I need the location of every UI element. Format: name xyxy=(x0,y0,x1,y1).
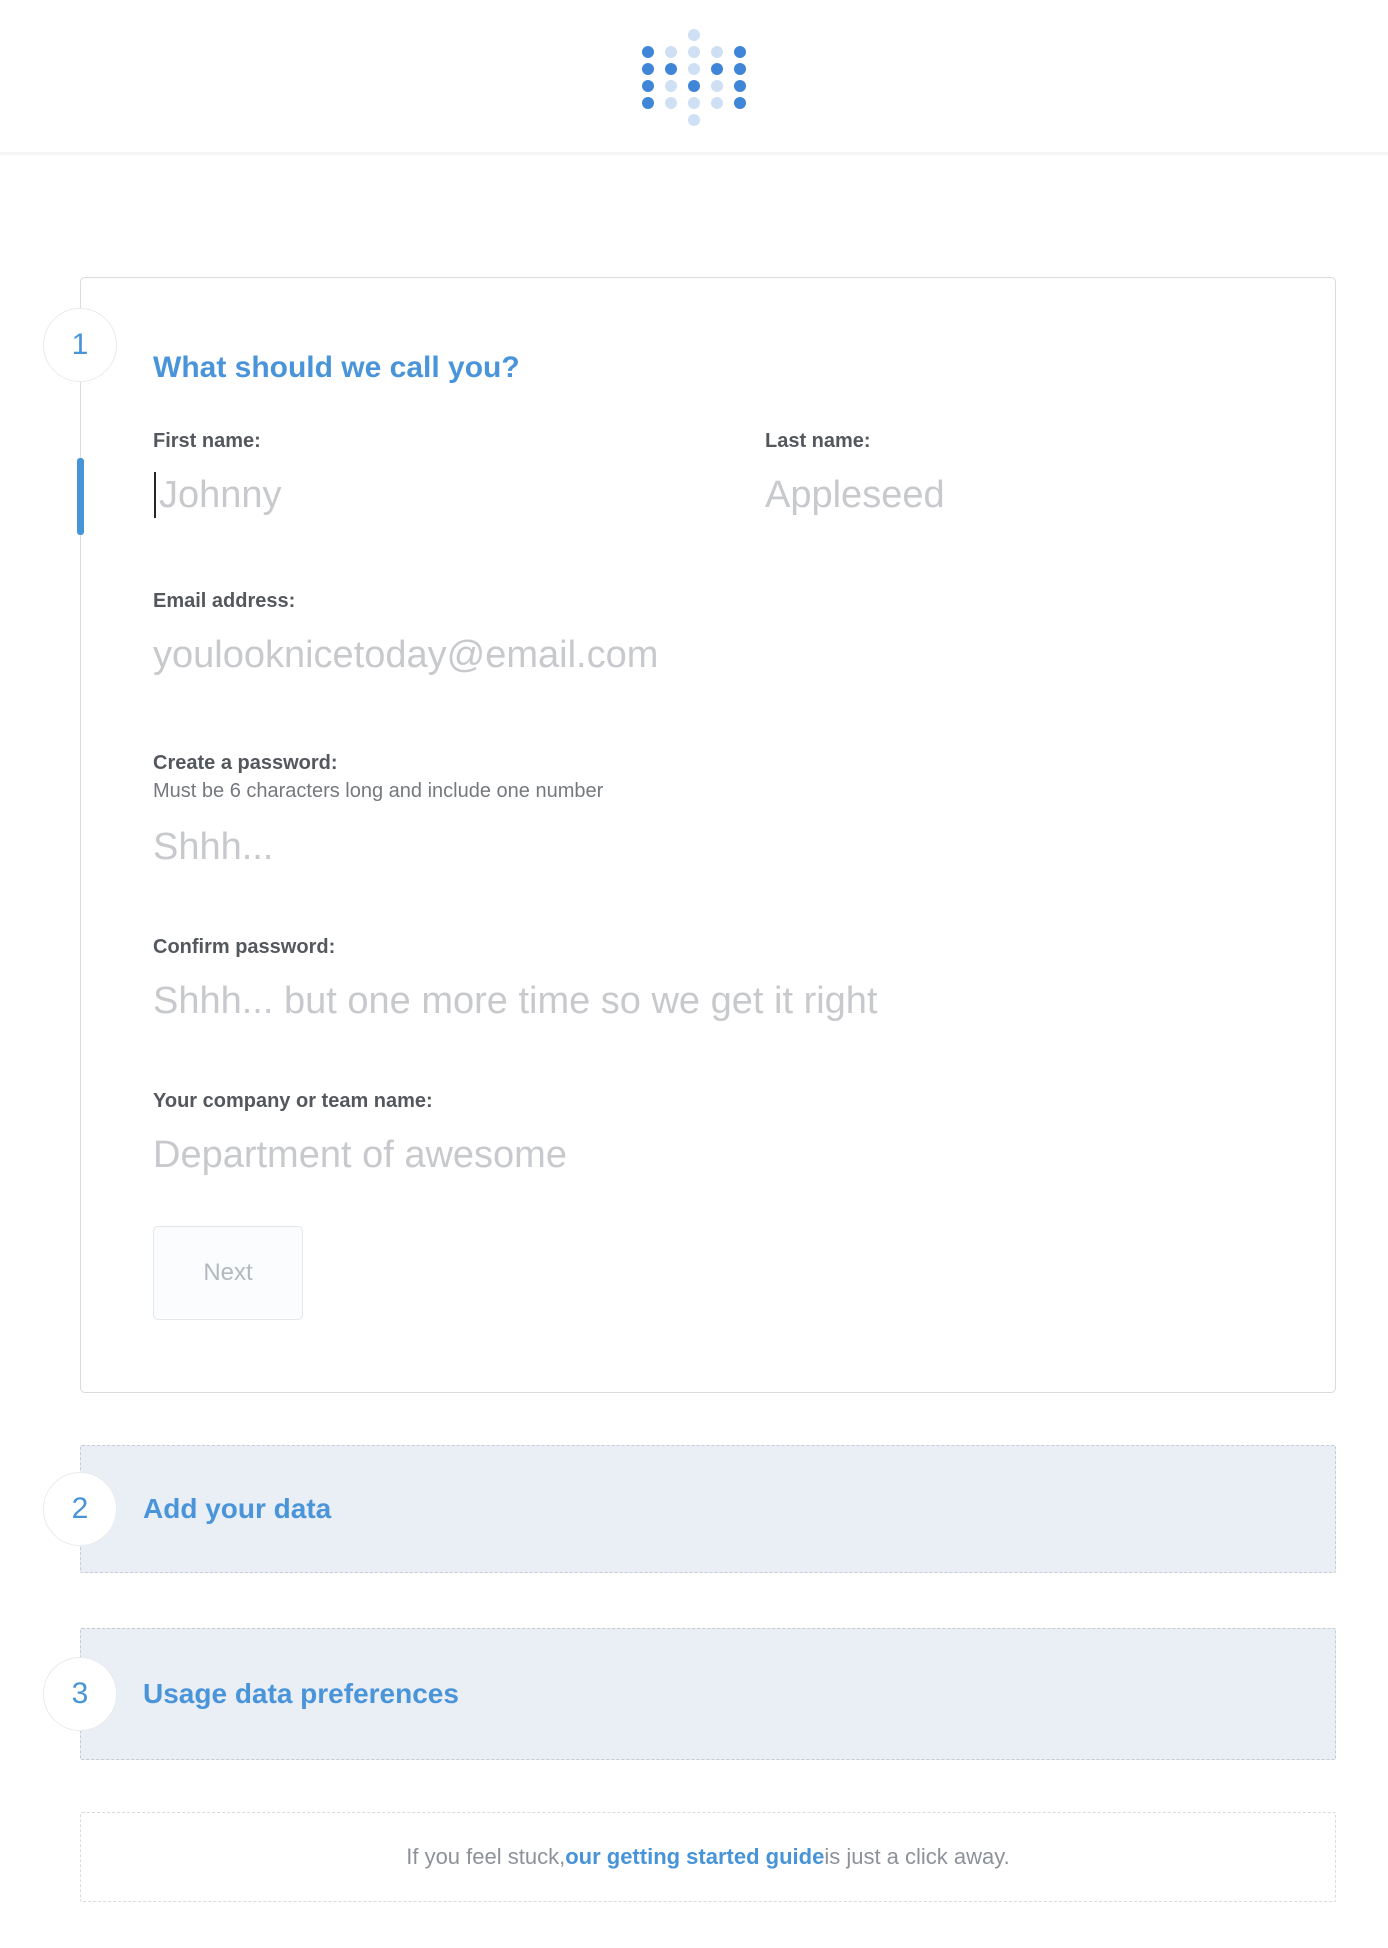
company-group xyxy=(153,1088,1263,1184)
step1-badge xyxy=(43,308,117,382)
step3-title: Usage data preferences xyxy=(143,1678,459,1709)
text-cursor xyxy=(154,472,156,518)
step1-title: What should we call you? xyxy=(153,351,520,384)
email-label: Email address: xyxy=(153,590,296,612)
password-hint: Must be 6 characters long and include one number xyxy=(153,780,604,802)
confirm-password-label: Confirm password: xyxy=(153,936,336,958)
first-name-label: First name: xyxy=(153,430,261,452)
signup-flow xyxy=(71,277,1336,1902)
confirm-password-group xyxy=(153,934,1263,1030)
page-header xyxy=(0,0,1388,155)
step1-card xyxy=(71,277,1336,1393)
last-name-input[interactable] xyxy=(765,466,1263,524)
confirm-password-input[interactable] xyxy=(153,972,1263,1030)
step3-badge xyxy=(43,1657,117,1731)
name-fields-row xyxy=(153,428,1263,524)
help-text-before: If you feel stuck, xyxy=(406,1844,566,1869)
help-text-after: is just a click away. xyxy=(824,1844,1010,1869)
email-input[interactable] xyxy=(153,626,1263,684)
company-input[interactable] xyxy=(153,1126,1263,1184)
step2-badge xyxy=(43,1472,117,1546)
help-box xyxy=(80,1812,1336,1902)
password-input[interactable] xyxy=(153,818,1263,876)
focused-field-indicator xyxy=(77,458,84,535)
email-group xyxy=(153,588,1263,684)
first-name-group xyxy=(153,428,765,524)
password-label: Create a password: xyxy=(153,752,338,774)
last-name-group xyxy=(765,428,1263,524)
company-label: Your company or team name: xyxy=(153,1090,433,1112)
step3-card[interactable] xyxy=(71,1628,1336,1760)
step2-number: 2 xyxy=(71,1492,89,1525)
step2-card[interactable] xyxy=(71,1445,1336,1573)
next-button[interactable]: Next xyxy=(153,1226,303,1320)
step1-number: 1 xyxy=(71,328,89,361)
password-group xyxy=(153,750,1263,876)
first-name-input[interactable] xyxy=(153,466,765,524)
step2-title: Add your data xyxy=(143,1493,332,1524)
last-name-label: Last name: xyxy=(765,430,871,452)
getting-started-guide-link[interactable]: our getting started guide xyxy=(565,1844,825,1869)
dot-matrix-logo xyxy=(0,26,1388,128)
step3-number: 3 xyxy=(71,1677,89,1710)
